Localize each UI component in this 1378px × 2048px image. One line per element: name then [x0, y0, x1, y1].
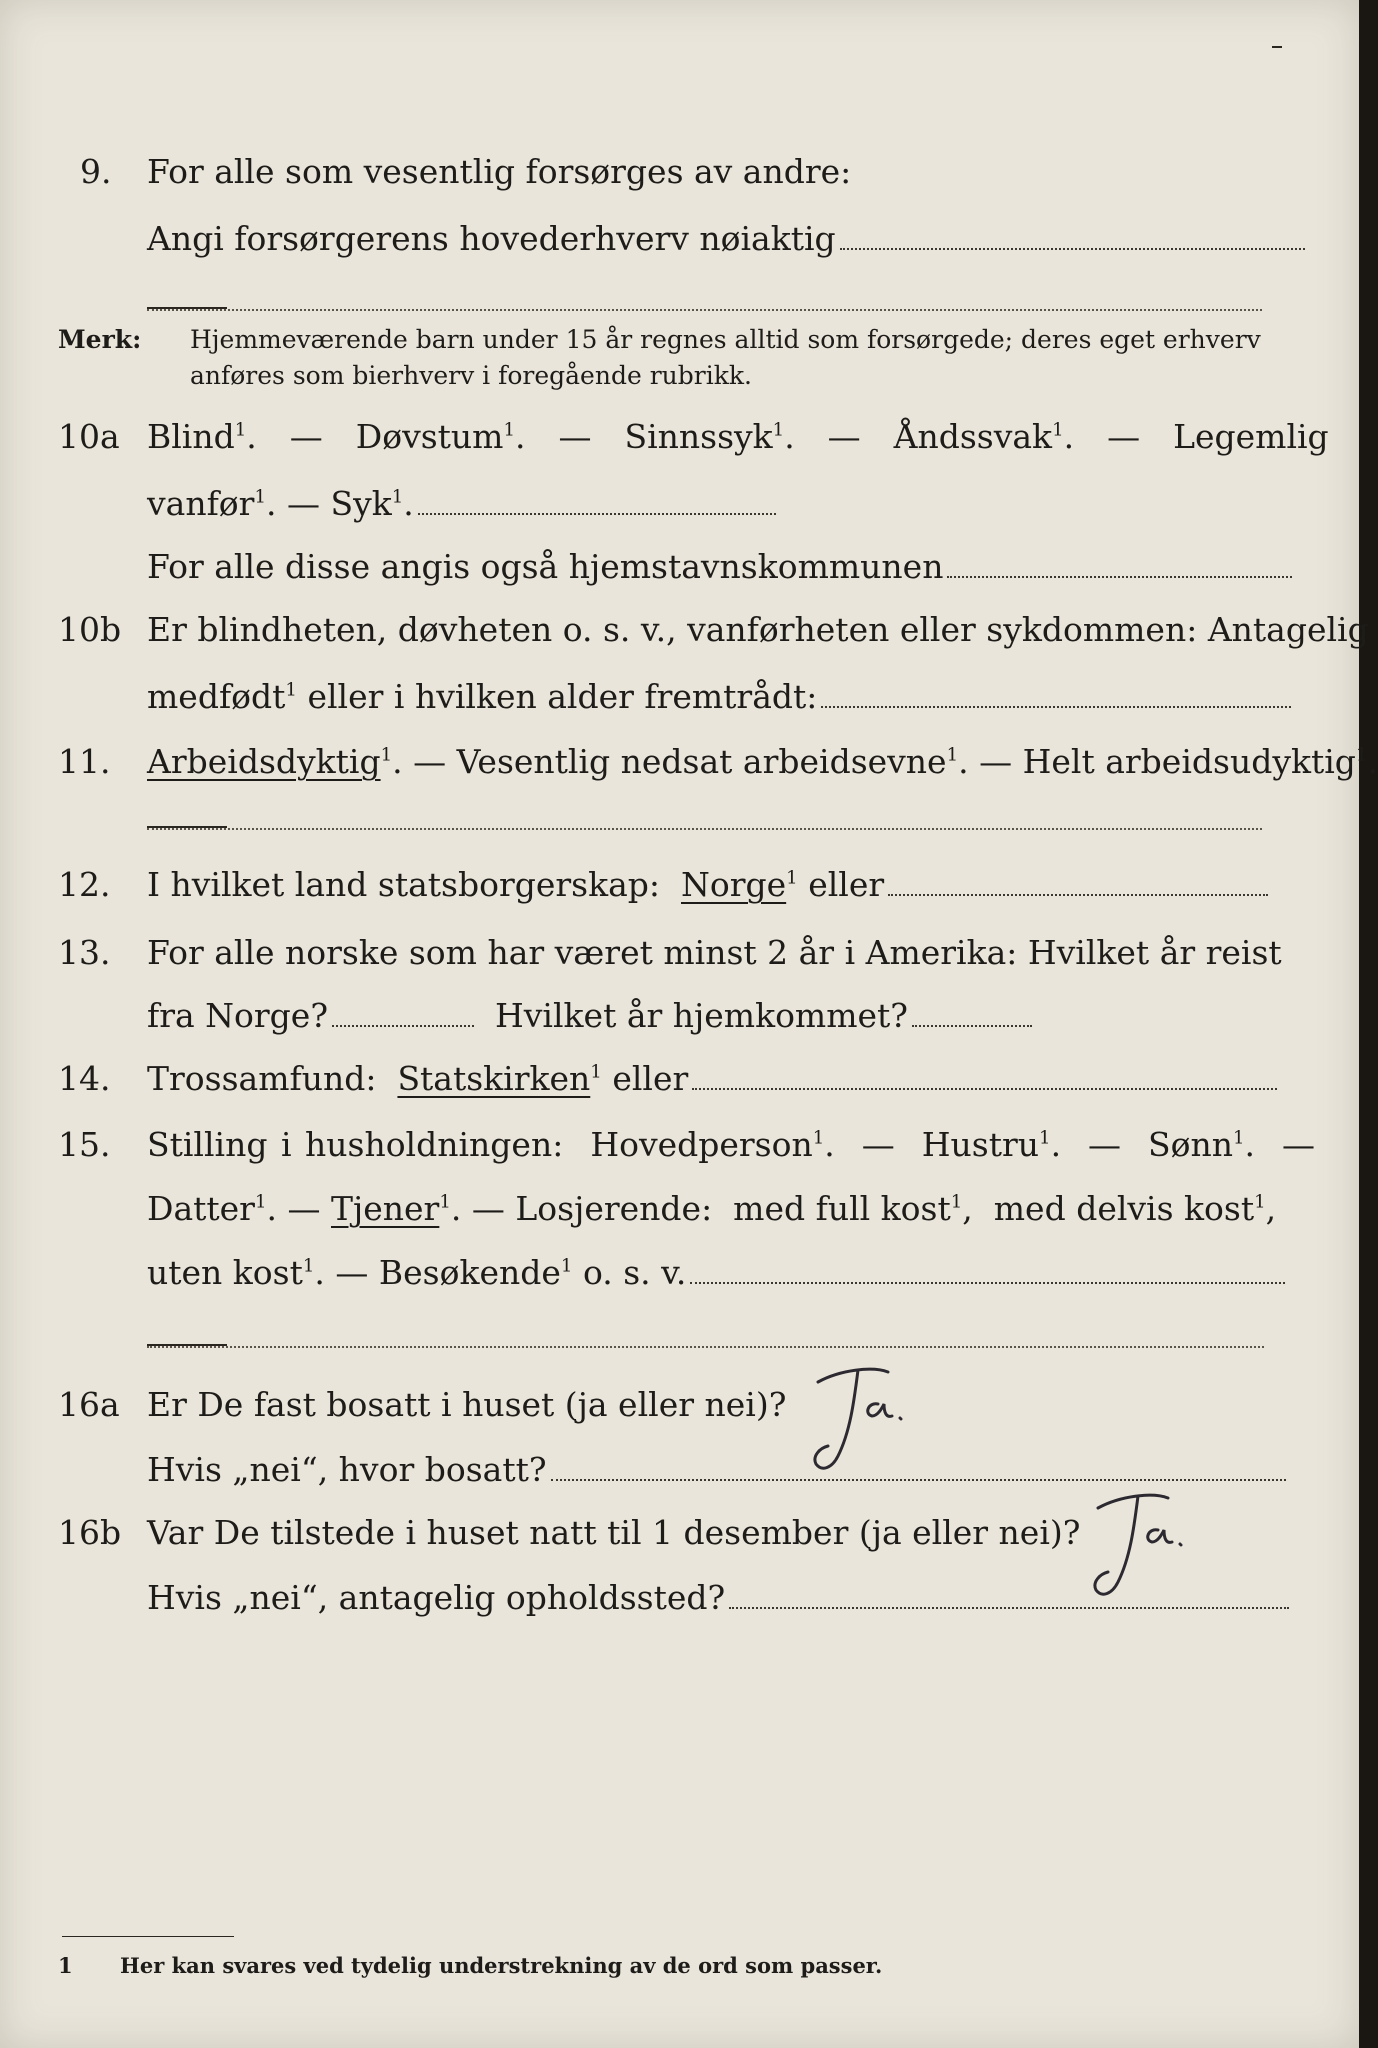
- opt-arbeidsdyktig[interactable]: Arbeidsdyktig: [147, 742, 381, 781]
- sup-mark: 1: [812, 1127, 825, 1149]
- opt-legemlig[interactable]: Legemlig: [1173, 417, 1329, 456]
- opt-blind[interactable]: Blind: [147, 417, 235, 456]
- q14-line: [147, 1059, 1277, 1098]
- q12-number: 12.: [58, 865, 111, 904]
- q14-number: 14.: [58, 1059, 111, 1098]
- q16a-ja-glyph-a: [868, 1404, 901, 1419]
- opt-full-kost[interactable]: med full kost: [733, 1189, 951, 1228]
- q14-answer-line[interactable]: [692, 1088, 1277, 1090]
- q15-number: 15.: [58, 1125, 111, 1164]
- sup-mark: 1: [285, 679, 297, 701]
- q11-line1: Arbeidsdyktig$^1$. — Vesentlig nedsat arbeidsevne$^1$. — Helt arbeidsudyktig$^1$.: [147, 742, 1378, 781]
- q9-line2-text: Angi forsørgerens hovederhverv nøiaktig: [147, 219, 836, 258]
- q13-line2: [147, 996, 1032, 1035]
- sup-mark: 1: [950, 1191, 963, 1213]
- q15-osv: o. s. v.: [582, 1253, 687, 1292]
- q16a-answer-text: Ja.: [780, 1352, 782, 1353]
- opt-delvis-kost[interactable]: med delvis kost: [993, 1189, 1255, 1228]
- q10a-line3-text: For alle disse angis også hjemstavnskommunen: [147, 547, 944, 586]
- q9-number: 9.: [80, 152, 112, 191]
- sup-mark: 1: [590, 1061, 602, 1083]
- q15-line1a: Stilling i husholdningen:: [147, 1125, 564, 1164]
- sup-mark: 1: [772, 419, 785, 441]
- opt-andssvak[interactable]: Åndssvak: [893, 417, 1053, 456]
- q16b-line1: Var De tilstede i huset natt til 1 desember (ja eller nei)?: [147, 1513, 1081, 1552]
- opt-syk[interactable]: Syk: [330, 484, 392, 523]
- footnote-text: Her kan svares ved tydelig understrekning av de ord som passer.: [120, 1953, 883, 1978]
- opt-hustru[interactable]: Hustru: [921, 1125, 1040, 1164]
- q10a-line3: [147, 547, 1292, 586]
- q9-line2: [147, 219, 1305, 258]
- q9-extra-answer-line[interactable]: [147, 309, 1262, 311]
- q16b-number: 16b: [58, 1513, 122, 1552]
- q12-line: [147, 865, 1268, 904]
- q10b-line2: [147, 677, 1291, 716]
- sup-mark: 1: [391, 486, 404, 508]
- footnote-mark: 1: [58, 1953, 73, 1978]
- sup-mark: 1: [234, 419, 247, 441]
- q16a-line2-text: Hvis „nei“, hvor bosatt?: [147, 1450, 547, 1489]
- q14-text: Trossamfund:: [147, 1059, 377, 1098]
- opt-medfodt[interactable]: medfødt: [147, 677, 286, 716]
- sup-mark: 1: [560, 1255, 573, 1277]
- q10a-number: 10a: [58, 417, 120, 456]
- q15-line1: Stilling i husholdningen: Hovedperson$^1$. — Hustru$^1$. — Sønn$^1$. —: [147, 1125, 1316, 1164]
- q10a-line1: Blind$^1$. — Døvstum$^1$. — Sinnssyk$^1$. — Åndssvak$^1$. — Legemlig: [147, 417, 1329, 456]
- corner-mark: [1272, 46, 1282, 48]
- q10b-number: 10b: [58, 610, 122, 649]
- q15-line2: Datter$^1$. — Tjener$^1$. — Losjerende: med full kost$^1$, med delvis kost$^1$,: [147, 1189, 1277, 1228]
- sup-mark: 1: [503, 419, 516, 441]
- opt-uten-kost[interactable]: uten kost: [147, 1253, 303, 1292]
- opt-sonn[interactable]: Sønn: [1148, 1125, 1233, 1164]
- q9-line1: For alle som vesentlig forsørges av andre:: [147, 152, 852, 191]
- q10a-hjemstavn-answer-line[interactable]: [947, 576, 1292, 578]
- q16b-answer-line[interactable]: [729, 1607, 1289, 1609]
- q13-fra: fra Norge?: [147, 996, 329, 1035]
- q15-rule-start: [147, 1344, 227, 1346]
- merk-line2: anføres som bierhverv i foregående rubrikk.: [190, 361, 752, 390]
- sup-mark: 1: [254, 1191, 267, 1213]
- q12-eller: eller: [808, 865, 885, 904]
- q11-answer-line[interactable]: [147, 828, 1262, 830]
- q13-number: 13.: [58, 933, 111, 972]
- sup-mark: 1: [1254, 1191, 1266, 1213]
- q13-hjem: Hvilket år hjemkommet?: [495, 996, 908, 1035]
- q13-reist-answer-line[interactable]: [332, 1025, 474, 1027]
- q15-line3: uten kost$^1$. — Besøkende$^1$ o. s. v.: [147, 1256, 1285, 1289]
- opt-hovedperson[interactable]: Hovedperson: [590, 1125, 813, 1164]
- q13-line1: For alle norske som har været minst 2 år i Amerika: Hvilket år reist: [147, 933, 1282, 972]
- q10b-line1: Er blindheten, døvheten o. s. v., vanførheten eller sykdommen: Antagelig: [147, 610, 1369, 649]
- q11-rule-start: [147, 826, 227, 828]
- sup-mark: 1: [302, 1255, 315, 1277]
- q16b-line2-text: Hvis „nei“, antagelig opholdssted?: [147, 1578, 726, 1617]
- q12-text: I hvilket land statsborgerskap:: [147, 865, 661, 904]
- merk-line1: Hjemmeværende barn under 15 år regnes alltid som forsørgede; deres eget erhverv: [190, 325, 1261, 354]
- q13-hjem-answer-line[interactable]: [912, 1025, 1032, 1027]
- q10b-answer-line[interactable]: [821, 706, 1291, 708]
- q16b-ja-glyph: [1095, 1495, 1168, 1594]
- sup-mark: 1: [439, 1191, 451, 1213]
- q12-answer-line[interactable]: [888, 894, 1268, 896]
- q16b-answer-text: Ja.: [1058, 1478, 1060, 1479]
- opt-statskirken[interactable]: Statskirken: [397, 1059, 591, 1098]
- q16a-number: 16a: [58, 1385, 120, 1424]
- q16b-ja-glyph-a: [1148, 1530, 1181, 1545]
- q11-number: 11.: [58, 742, 111, 781]
- opt-vanfor[interactable]: vanfør: [147, 484, 255, 523]
- sup-mark: 1: [1233, 1127, 1245, 1149]
- footnote-rule: [62, 1936, 234, 1937]
- q10b-line2-rest: eller i hvilken alder fremtrådt:: [307, 677, 818, 716]
- opt-nedsat[interactable]: Vesentlig nedsat arbeidsevne: [456, 742, 947, 781]
- opt-datter[interactable]: Datter: [147, 1189, 255, 1228]
- q16a-line1: Er De fast bosatt i huset (ja eller nei)?: [147, 1385, 787, 1424]
- opt-dovstum[interactable]: Døvstum: [355, 417, 504, 456]
- opt-udyktig[interactable]: Helt arbeidsudyktig: [1022, 742, 1356, 781]
- sup-mark: 1: [1355, 744, 1368, 766]
- sup-mark: 1: [946, 744, 959, 766]
- sup-mark: 1: [1052, 419, 1064, 441]
- q10a-line2: vanfør$^1$. — Syk$^1$.: [147, 487, 776, 520]
- opt-norge[interactable]: Norge: [681, 865, 787, 904]
- opt-tjener[interactable]: Tjener: [331, 1189, 440, 1228]
- sup-mark: 1: [254, 486, 266, 508]
- q16b-line2: [147, 1578, 1289, 1617]
- opt-besokende[interactable]: Besøkende: [378, 1253, 561, 1292]
- q9-rule-start: [147, 307, 227, 309]
- merk-label: Merk:: [58, 325, 142, 354]
- sup-mark: 1: [786, 867, 798, 889]
- q10a-syk-answer-line[interactable]: [418, 513, 776, 515]
- sup-mark: 1: [380, 744, 393, 766]
- q15-extra-answer-line[interactable]: [147, 1346, 1264, 1348]
- q15-losjerende: Losjerende:: [515, 1189, 713, 1228]
- q14-eller: eller: [612, 1059, 689, 1098]
- sup-mark: 1: [1039, 1127, 1051, 1149]
- q9-answer-line[interactable]: [840, 248, 1305, 250]
- opt-sinnssyk[interactable]: Sinnssyk: [624, 417, 773, 456]
- q15-answer-line[interactable]: [690, 1282, 1285, 1284]
